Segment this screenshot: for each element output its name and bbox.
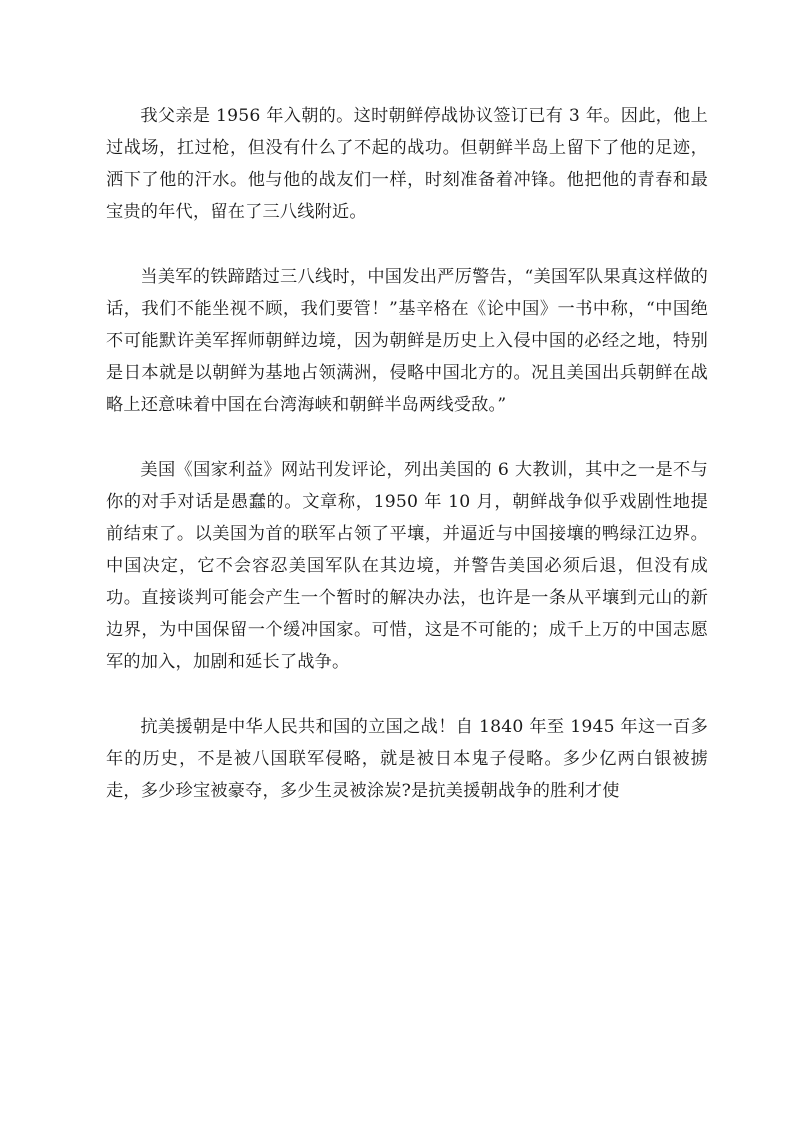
paragraph-4: 抗美援朝是中华人民共和国的立国之战！自 1840 年至 1945 年这一百多年的历史，不是被八国联军侵略，就是被日本鬼子侵略。多少亿两白银被掳走，多少珍宝被豪夺，多少生灵被涂炭?是抗美援朝战争的胜利才使 bbox=[106, 717, 708, 801]
paragraph-1: 我父亲是 1956 年入朝的。这时朝鲜停战协议签订已有 3 年。因此，他上过战场，扛过枪，但没有什么了不起的战功。但朝鲜半岛上留下了他的足迹，洒下了他的汗水。他与他的战友们一样，时刻准备着冲锋。他把他的青春和最宝贵的年代，留在了三八线附近。 bbox=[106, 106, 708, 222]
paragraph-2: 当美军的铁蹄踏过三八线时，中国发出严厉警告，“美国军队果真这样做的话，我们不能坐视不顾，我们要管！”基辛格在《论中国》一书中称，“中国绝不可能默许美军挥师朝鲜边境，因为朝鲜是历史上入侵中国的必经之地，特别是日本就是以朝鲜为基地占领满洲，侵略中国北方的。况且美国出兵朝鲜在战略上还意味着中国在台湾海峡和朝鲜半岛两线受敌。” bbox=[106, 267, 708, 415]
paragraph-3: 美国《国家利益》网站刊发评论，列出美国的 6 大教训，其中之一是不与你的对手对话是愚蠢的。文章称，1950 年 10 月，朝鲜战争似乎戏剧性地提前结束了。以美国为首的联军占领了平壤，并逼近与中国接壤的鸭绿江边界。中国决定，它不会容忍美国军队在其边境，并警告美国必须后退，但没有成功。直接谈判可能会产生一个暂时的解决办法，也许是一条从平壤到元山的新边界，为中国保留一个缓冲国家。可惜，这是不可能的；成千上万的中国志愿军的加入，加剧和延长了战争。 bbox=[106, 460, 708, 672]
document-body bbox=[106, 100, 708, 840]
